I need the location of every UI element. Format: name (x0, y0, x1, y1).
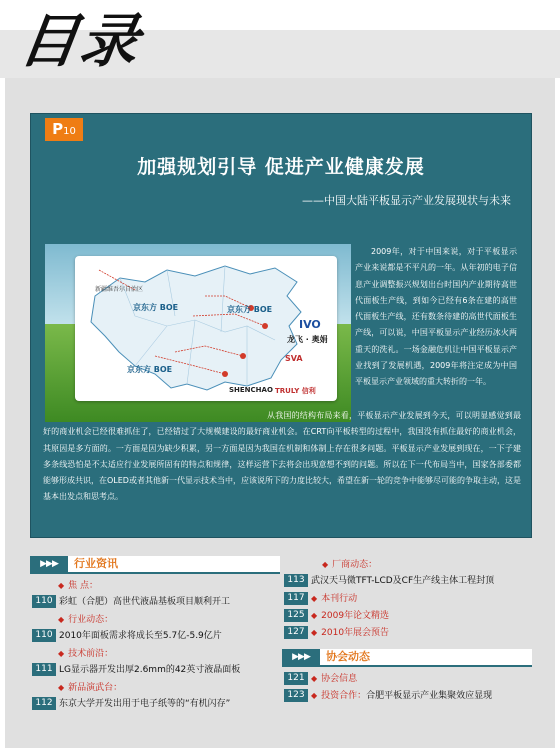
diamond-icon: ◆ (311, 628, 318, 637)
toc-entry[interactable] (30, 662, 280, 679)
diamond-icon: ◆ (311, 611, 318, 620)
toc-entry[interactable] (282, 670, 532, 687)
page-number: 110 (32, 629, 56, 642)
truly-logo: TRULY 信利 (275, 387, 316, 395)
diamond-icon: ◆ (311, 691, 318, 700)
entry-title: 2010年面板需求将成长至5.7亿-5.9亿片 (59, 631, 222, 641)
toc-entry[interactable] (282, 590, 532, 607)
page-number: 113 (284, 574, 308, 587)
section-header-industry-news (30, 556, 280, 574)
shenchao-logo: SHENCHAO (229, 386, 273, 394)
page-number: 121 (284, 672, 308, 685)
toc-right-column (282, 556, 532, 704)
diamond-icon: ◆ (58, 581, 65, 590)
arrow-icon: ▶▶▶ (30, 556, 68, 572)
toc-category (30, 577, 280, 594)
category-label: 厂商动态： (332, 560, 378, 570)
diamond-icon: ◆ (322, 560, 329, 569)
arrow-icon: ▶▶▶ (282, 649, 320, 665)
toc-entry[interactable] (30, 594, 280, 611)
longfei-logo: 龙飞 · 奥娟 (287, 335, 328, 344)
entry-title: 2009年论文精选 (321, 611, 390, 621)
entry-title: 2010年展会预告 (321, 628, 390, 638)
article-paragraph-2: 从我国的结构布局来看，平板显示产业发展到今天，可以明显感觉到最好的商业机会已经很难抓住了，已经错过了大规模建设的最好商业机会。在CRT向平板转型的过程中，我国没有抓住最好的商业机会，其原因是多方面的。一方面是因为缺少积累，另一方面是因为我国在机制和体制上存在很多问题。平板显示产业发展到现在，一下子建多条线恐怕是不太适应行业发展所固有的特点和规律，这样运营下去将会出现意想不到的问题。所以在下一代布局当中，国家各部委都能够形成共识，在OLED或者其他新一代显示技术当中，应该说所下的力度比较大，希望在新一轮的竞争中能够尽可能的争取主动，这是基本出发点和思考点。 (43, 411, 521, 502)
entry-title: 合肥平板显示产业集聚效应显现 (366, 691, 493, 701)
page-number: 110 (32, 595, 56, 608)
article-paragraph-1: 2009年，对于中国来说，对于平板显示产业来说都是不平凡的一年。从年初的电子信息产业调整振兴规划出台时国内产业期待高世代面板生产线，到如今已经有6条在建的高世代面板生产线，还有数条待建的高世代面板生产线，可以说，中国平板显示产业经历冰火两重天的洗礼。一场金融危机让中国平板显示产业找到了发展机遇，2009年将注定成为中国平板显示产业领域的重大转折的一年。 (355, 247, 517, 387)
entry-label: 协会信息 (321, 674, 358, 684)
china-map-card (75, 256, 337, 401)
section-header-association-news (282, 649, 532, 667)
entry-title: 彩虹（合肥）高世代液晶基板项目顺利开工 (59, 597, 231, 607)
diamond-icon: ◆ (58, 649, 65, 658)
ivo-logo: IVO (299, 318, 321, 331)
toc-entry[interactable] (282, 687, 532, 704)
diamond-icon: ◆ (58, 683, 65, 692)
toc-left-column (30, 556, 280, 713)
page-number: 112 (32, 697, 56, 710)
page-number: 127 (284, 626, 308, 639)
entry-title: LG显示器开发出厚2.6mm的42英寸液晶面板 (59, 665, 241, 675)
category-label: 行业动态： (68, 615, 114, 625)
diamond-icon: ◆ (311, 594, 318, 603)
china-map-icon (75, 256, 337, 401)
boe-logo: 京东方 BOE (133, 303, 179, 312)
toc-entry[interactable] (282, 573, 532, 590)
section-title: 行业资讯 (74, 557, 118, 570)
entry-title: 本刊行动 (321, 594, 358, 604)
section-title: 协会动态 (326, 650, 370, 663)
page-title: 目录 (15, 7, 145, 75)
page-badge (45, 118, 83, 141)
map-illustration (45, 244, 351, 422)
category-label: 新品演武台： (68, 683, 123, 693)
page-badge-letter: P (52, 120, 64, 138)
toc-category (30, 645, 280, 662)
toc-category (282, 556, 532, 573)
toc-entry[interactable] (30, 628, 280, 645)
page-badge-number: 10 (63, 126, 76, 137)
diamond-icon: ◆ (311, 674, 318, 683)
table-of-contents (30, 556, 530, 726)
diamond-icon: ◆ (58, 615, 65, 624)
page-number: 117 (284, 592, 308, 605)
category-label: 技术前沿： (68, 649, 114, 659)
feature-subtitle: ——中国大陆平板显示产业发展现状与未来 (302, 194, 511, 207)
header (0, 0, 560, 78)
boe-logo: 京东方 BOE (227, 305, 273, 314)
category-label: 焦 点： (68, 581, 99, 591)
boe-logo: 京东方 BOE (127, 365, 173, 374)
toc-entry[interactable] (282, 624, 532, 641)
feature-title: 加强规划引导 促进产业健康发展 (137, 156, 425, 178)
sva-logo: SVA (285, 354, 303, 363)
page-number: 111 (32, 663, 56, 676)
page-number: 123 (284, 689, 308, 702)
toc-category (30, 611, 280, 628)
map-region-label: 新疆维吾尔自治区 (95, 286, 144, 293)
toc-entry[interactable] (30, 696, 280, 713)
page-number: 125 (284, 609, 308, 622)
feature-article[interactable] (30, 113, 532, 538)
toc-entry[interactable] (282, 607, 532, 624)
entry-label: 投资合作： (321, 691, 367, 701)
entry-title: 武汉天马微TFT-LCD及CF生产线主体工程封顶 (311, 576, 495, 586)
entry-title: 东京大学开发出用于电子纸等的“有机闪存” (59, 699, 231, 709)
toc-category (30, 679, 280, 696)
